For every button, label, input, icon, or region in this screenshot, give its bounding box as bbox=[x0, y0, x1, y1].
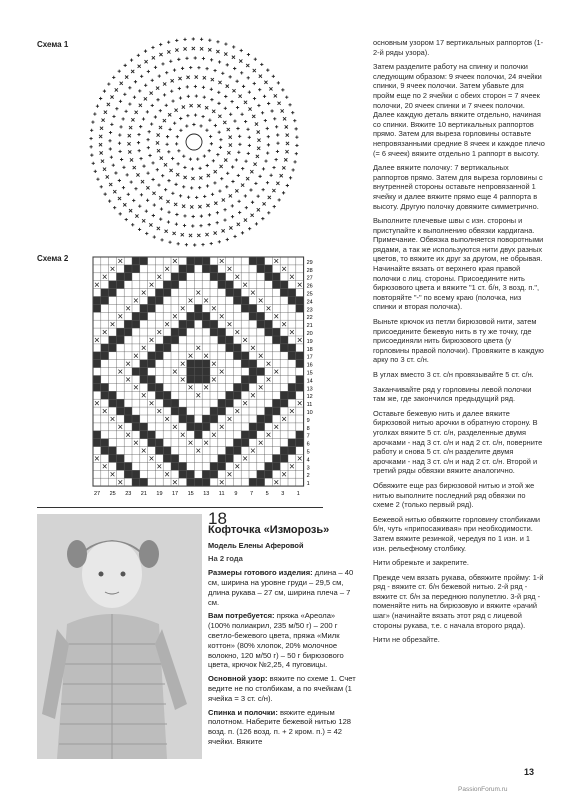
column-number-label: 13 bbox=[203, 491, 210, 498]
row-number-label: 4 bbox=[306, 457, 310, 464]
paragraph: В углах вместо 3 ст. с/н провязывайте 5 ст. с/н. bbox=[373, 370, 534, 379]
row-number-label: 27 bbox=[306, 275, 313, 282]
row-number-label: 21 bbox=[306, 323, 313, 330]
paragraph: Нити обрежьте и закрепите. bbox=[373, 558, 469, 568]
row-number-label: 12 bbox=[306, 394, 313, 401]
paragraph: Прежде чем вязать рукава, обвяжите пройму: 1-й ряд - вяжите ст. б/н бежевой нитью. 2-й ряд - вяжите ст. б/н за переднюю полупетлю. 3-й ряд - поменяйте нить на бирюзовую и вяжите «рачий шаг» (начинайте вязать этот ряд с лицевой стороны рукава, т.е. с начала второго ряда). bbox=[373, 572, 544, 630]
row-number-label: 11 bbox=[306, 402, 313, 409]
column-number-label: 27 bbox=[94, 491, 101, 498]
paragraph: основным узором 17 вертикальных раппортов (1-2-й ряды узора). bbox=[373, 38, 544, 57]
pattern-paragraph: Основной узор: вяжите по схеме 1. Счет ведите не по столбикам, а по ячейкам (1 ячейка = 3 ст. с/н). bbox=[208, 674, 356, 703]
row-number-label: 10 bbox=[306, 410, 313, 416]
column-number-label: 23 bbox=[125, 491, 132, 498]
row-number-label: 29 bbox=[306, 259, 313, 266]
row-number-label: 28 bbox=[306, 267, 313, 274]
scheme1-doily-chart bbox=[84, 36, 304, 248]
scheme2-label: Схема 2 bbox=[37, 254, 69, 263]
column-number-label: 7 bbox=[250, 491, 254, 498]
back-paragraph: Спинка и полочки: вяжите единым полотном. Наберите бежевой нитью 128 возд. п. (126 возд. п. + 2 кром. п.) = 42 ячейки. Вяжите bbox=[208, 707, 352, 746]
column-number-label: 17 bbox=[172, 491, 179, 498]
paragraph: Заканчивайте ряд у горловины левой полочки там же, где закончился предыдущий ряд. bbox=[373, 384, 532, 404]
paragraph: Нити не обрезайте. bbox=[373, 635, 440, 645]
scheme1-label: Схема 1 bbox=[37, 40, 69, 49]
row-number-label: 3 bbox=[306, 465, 310, 472]
article-intro bbox=[208, 509, 358, 751]
paragraph: Далее вяжите полочку: 7 вертикальных раппортов прямо. Затем для выреза горловины с внутренней стороны оставьте непровязанной 1 ячейку и далее вяжите прямо еще 4 раппорта в высоту. Другую полочку довяжите симметрично. bbox=[373, 163, 543, 211]
row-number-label: 19 bbox=[306, 338, 313, 345]
row-number-label: 14 bbox=[306, 378, 313, 385]
row-number-label: 15 bbox=[306, 370, 313, 377]
row-number-label: 8 bbox=[306, 425, 310, 432]
article-author: Модель Елены Аферовой bbox=[208, 540, 304, 550]
child-photo bbox=[37, 514, 202, 759]
row-number-label: 7 bbox=[306, 433, 310, 440]
instructions-column bbox=[373, 38, 545, 650]
article-age: На 2 года bbox=[208, 554, 243, 564]
article-number: 18 bbox=[208, 509, 227, 528]
row-number-label: 5 bbox=[306, 449, 310, 456]
row-number-label: 9 bbox=[306, 417, 310, 424]
column-number-label: 11 bbox=[218, 491, 225, 498]
column-number-label: 9 bbox=[234, 491, 238, 498]
divider-line bbox=[37, 507, 323, 508]
paragraph: Выполните плечевые швы с изн. стороны и приступайте к выполнению обвязки кардигана. Примечание. Обвязка выполняется поворотными рядами, а так же используются нити двух разных цветов, то вяжите их друг за другом, не обрывая. Начинайте вязать от верхнего края правой полочки с лиц. стороны. Присоедините нить бирюзового цвета и вяжите "1 ст. б/н, 3 возд. п.", повторяйте "-" по всему краю (полочка, низ спинки и вторая полочка). bbox=[373, 216, 544, 312]
paragraph: Выньте крючок из петли бирюзовой нити, затем присоедините бежевую нить в ту же точку, где присоединяли нить бирюзового цвета (у горловины правой полочки). Провяжите в каждую арку по 3 ст. с/н. bbox=[373, 317, 544, 365]
row-number-label: 13 bbox=[306, 386, 313, 393]
column-number-label: 5 bbox=[265, 491, 269, 498]
row-number-label: 17 bbox=[306, 354, 313, 361]
row-number-label: 20 bbox=[306, 331, 313, 337]
row-number-label: 22 bbox=[306, 315, 313, 322]
column-number-label: 25 bbox=[109, 491, 116, 498]
page-number: 13 bbox=[524, 767, 535, 777]
row-number-label: 24 bbox=[306, 299, 313, 306]
column-number-label: 3 bbox=[281, 491, 285, 498]
row-number-label: 16 bbox=[306, 362, 313, 369]
row-number-label: 6 bbox=[306, 441, 310, 448]
row-number-label: 1 bbox=[306, 481, 310, 488]
row-number-label: 26 bbox=[306, 283, 313, 290]
scheme2-filet-chart bbox=[90, 255, 320, 505]
paragraph: Затем разделите работу на спинку и полочки следующим образом: 9 ячеек полочки, 24 ячейки спинки, 9 ячеек полочки. Затем убавьте для пройм еще по 2 ячейки с обеих сторон = 7 ячеек полочки, 20 ячеек спинки и 7 ячеек полочки. Далее каждую деталь вяжите отдельно, начиная со спинки. Вяжите 10 вертикальных раппортов прямо. Затем для выреза горловины оставьте непровязанными средние 8 ячеек и каждое плечо (= 6 ячеек) вяжите отдельно 1 раппорт в высоту. bbox=[373, 62, 545, 158]
row-number-label: 25 bbox=[306, 291, 313, 298]
column-number-label: 15 bbox=[187, 491, 194, 498]
column-number-label: 1 bbox=[296, 491, 300, 498]
paragraph: Бежевой нитью обвяжите горловину столбиками б/н, чуть «припосаживая» при необходимости. Затем вяжите резинкой, чередуя по 1 изн. и 1 изн. рельефному столбику. bbox=[373, 514, 541, 553]
sizes-paragraph: Размеры готового изделия: длина – 40 см, ширина на уровне груди – 29,5 см, длина рукава – 27 см, ширина плеча – 7 см. bbox=[208, 568, 354, 607]
column-number-label: 21 bbox=[140, 491, 147, 498]
row-number-label: 23 bbox=[306, 307, 313, 314]
watermark: PassionForum.ru bbox=[458, 786, 508, 793]
row-number-label: 2 bbox=[306, 473, 310, 480]
paragraph: Оставьте бежевую нить и далее вяжите бирюзовой нитью арочки в обратную сторону. В уголках вяжите 5 ст. с/н, разделенные двумя арочками - над 3 ст. с/н и над 2 ст. с/н, поверните работу и снова 5 ст. с/н разделите двумя арочками - над 3 ст. с/н и над 2 ст. с/н. Второй и третий ряды обвязки вяжите аналогично. bbox=[373, 408, 543, 476]
article-title: Кофточка «Изморозь» bbox=[208, 523, 330, 536]
materials-paragraph: Вам потребуется: пряжа «Ареола» (100% полиакрил, 235 м/50 г) – 200 г светло-бежевого цвета, пряжа «Милк коттон» (80% хлопок, 20% молочное волокно, 120 м/50 г) – 50 г бирюзового цвета, крючок №2,25, 4 пуговицы. bbox=[208, 611, 344, 670]
paragraph: Обвяжите еще раз бирюзовой нитью и этой же нитью выполните последний ряд обвязки по схеме 2 (только первый ряд). bbox=[373, 480, 535, 510]
row-number-label: 18 bbox=[306, 346, 313, 353]
column-number-label: 19 bbox=[156, 491, 163, 498]
